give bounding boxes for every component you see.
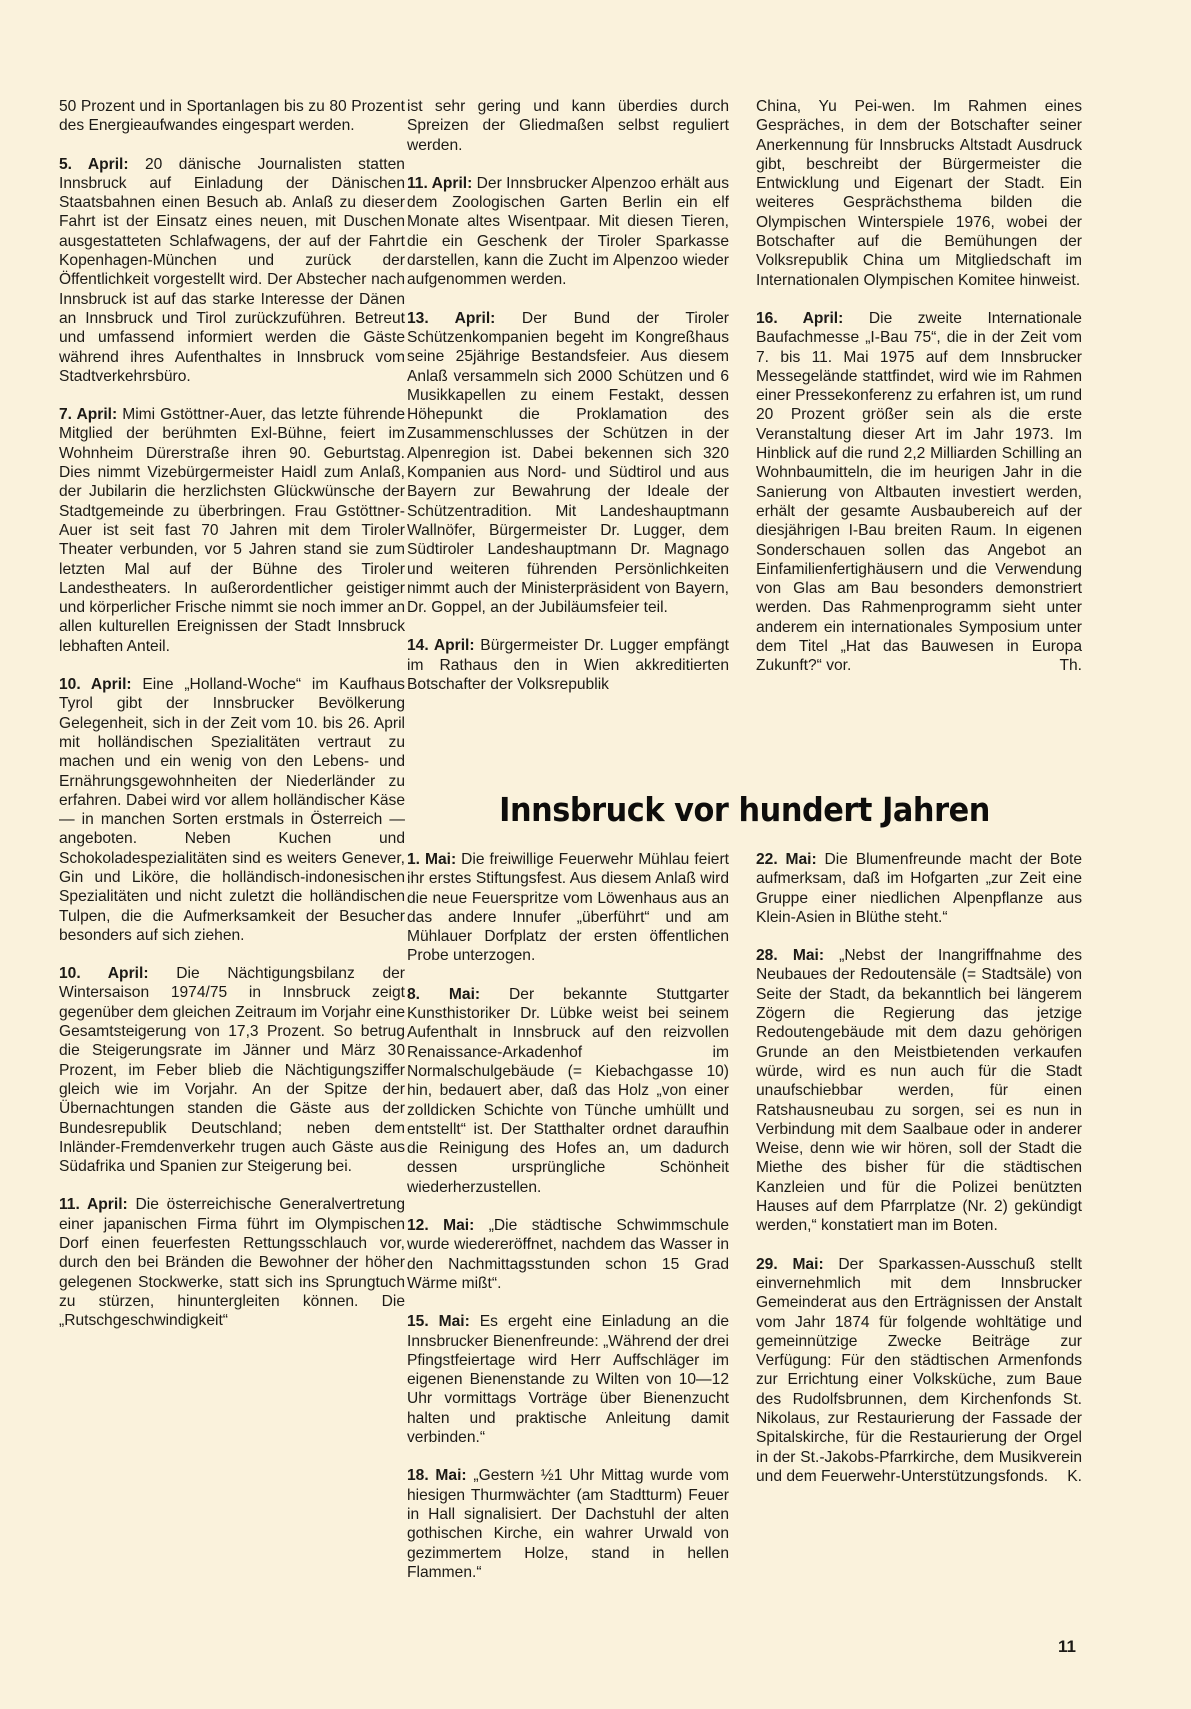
author-signature: K. (1067, 1467, 1082, 1485)
entry-date: 1. Mai: (407, 851, 457, 868)
author-signature: Th. (1059, 657, 1082, 675)
entry-date: 29. Mai: (756, 1255, 824, 1273)
news-entry (407, 1216, 729, 1293)
entry-date: 16. April: (756, 309, 844, 327)
entry-date: 10. April: (59, 676, 132, 694)
section-headline: Innsbruck vor hundert Jahren (499, 790, 990, 829)
news-entry (756, 850, 1082, 927)
entry-text: Der Innsbrucker Alpenzoo erhält aus dem Zoologischen Garten Berlin ein elf Monate altes Wisentpaar. Mit diesen Tieren, die ein Geschenk der Tiroler Sparkasse darstellen, kann die Zucht im Alpenzoo wieder aufgenommen werden. (407, 174, 729, 289)
entry-text: „Nebst der Inangriffnahme des Neubaues der Redoutensäle (= Stadtsäle) von Seite der Stadt, da bekanntlich bei längerem Zögern die Regierung das jetzige Redoutengebäude mit dem dazu gehörigen Grunde an den Meistbietenden verkaufen würde, wird es nun auch für die Stadt unaufschiebbar werden, für einen Ratshausneubau zu sorgen, sei es nun in Verbindung mit dem Saalbaue oder in anderer Weise, denn wie wir hören, soll der Stadt die Miethe des bisher für die städtischen Kanzleien und für die Polizei benützten Hauses auf dem Pfarrplatze (Nr. 2) gekündigt werden,“ konstatiert man im Boten. (756, 947, 1082, 1235)
entry-text: Die zweite Internationale Baufachmesse „I-Bau 75“, die in der Zeit vom 7. bis 11. Mai 1975 auf dem Innsbrucker Messegelände stattfindet, wird wie im Rahmen einer Pressekonferenz zu erfahren ist, um rund 20 Prozent größer sein als die erste Veranstaltung dieser Art im Jahr 1973. Im Hinblick auf die rund 2,2 Milliarden Schilling an Wohnbaumitteln, die im heurigen Jahr in die Sanierung von Altbauten investiert werden, erhält der gesamte Ausbaubereich auf der diesjährigen I-Bau breiten Raum. In eigenen Sonderschauen sollen das Angebot an Einfamilienfertighäusern und die Verwendung von Glas am Bau besonders demonstriert werden. Das Rahmenprogramm sieht unter anderem ein internationales Symposium unter dem Titel „Hat das Bauwesen in Europa Zukunft?“ vor. (756, 309, 1082, 675)
news-entry (756, 97, 1082, 290)
news-entry (756, 1255, 1082, 1487)
news-entry (59, 155, 405, 387)
news-entry (59, 675, 405, 945)
news-entry (407, 309, 729, 618)
entry-text: China, Yu Pei-wen. Im Rahmen eines Gespräches, in dem der Botschafter seiner Anerkennung für Innsbrucks Altstadt Ausdruck gibt, beschreibt der Bürgermeister die Entwicklung und Eigenart der Stadt. Ein weiteres Gesprächsthema bilden die Olympischen Winterspiele 1976, wobei der Botschafter auf die Bemühungen der Volksrepublik China um Mitgliedschaft im Internationalen Olympischen Komitee hinweist. (756, 98, 1082, 289)
entry-date: 8. Mai: (407, 985, 481, 1003)
entry-text: „Die städtische Schwimmschule wurde wiedereröffnet, nachdem das Wasser in den Nachmittagsstunden schon 15 Grad Wärme mißt“. (407, 1217, 730, 1292)
entry-text: Die Blumenfreunde macht der Bote aufmerksam, daß im Hofgarten „zur Zeit eine Gruppe einer niedlichen Alpenpflanze aus Klein-Asien in Blüthe steht.“ (756, 851, 1082, 926)
entry-date: 7. April: (59, 406, 118, 424)
news-entry (59, 405, 405, 656)
news-entry (407, 636, 729, 694)
column-2 (407, 97, 729, 694)
column-5 (756, 850, 1082, 1486)
entry-text: Der Sparkassen-Ausschuß stellt einvernehmlich mit dem Innsbrucker Gemeinderat aus den Erträgnissen der Anstalt vom Jahr 1874 für folgende wohltätige und gemeinnützige Zwecke Beiträge zur Verfügung: Für den städtischen Armenfonds zur Errichtung einer Volksküche, zum Baue des Rudolfsbrunnen, dem Kirchenfonds St. Nikolaus, zur Restaurierung der Fassade der Spitalskirche, für die Restaurierung der Orgel in der St.-Jakobs-Pfarrkirche, dem Musikverein und dem Feuerwehr-Unterstützungsfonds. (756, 1255, 1083, 1485)
entry-date: 22. Mai: (756, 851, 817, 868)
entry-date: 12. Mai: (407, 1217, 475, 1235)
entry-date: 10. April: (59, 965, 149, 983)
news-entry (407, 1312, 729, 1447)
entry-text: Eine „Holland-Woche“ im Kaufhaus Tyrol gibt der Innsbrucker Bevölkerung Gelegenheit, sich in der Zeit vom 10. bis 26. April mit holländischen Spezialitäten vertraut zu machen und ein wenig von den Lebens- und Ernährungsgewohnheiten der Niederländer zu erfahren. Dabei wird vor allem holländischer Käse — in manchen Sorten erstmals in Österreich — angeboten. Neben Kuchen und Schokoladespezialitäten sind es weiters Genever, Gin und Liköre, die holländisch-indonesischen Spezialitäten und nicht zuletzt die holländischen Tulpen, die die Aufmerksamkeit der Besucher besonders auf sich ziehen. (59, 676, 405, 944)
entry-date: 13. April: (407, 309, 496, 327)
news-entry (407, 985, 729, 1197)
news-entry (756, 309, 1082, 676)
column-3 (756, 97, 1082, 676)
entry-text: 20 dänische Journalisten statten Innsbruck auf Einladung der Dänischen Staatsbahnen einen Besuch ab. Anlaß zu dieser Fahrt ist der Einsatz eines neuen, mit Duschen ausgestatteten Schlafwagens, der auf der Fahrt Kopenhagen-München und zurück der Öffentlichkeit vorgestellt wird. Der Abstecher nach Innsbruck ist auf das starke Interesse der Dänen an Innsbruck und Tirol zurückzuführen. Betreut und umfassend informiert werden die Gäste während ihres Aufenthaltes in Innsbruck vom Stadtverkehrsbüro. (59, 155, 405, 385)
entry-text: Der Bund der Tiroler Schützenkompanien begeht im Kongreßhaus seine 25jährige Bestandsfeier. Aus diesem Anlaß versammeln sich 2000 Schützen und 6 Musikkapellen zu einem Festakt, dessen Höhepunkt die Proklamation des Zusammenschlusses der Schützen in der Alpenregion ist. Dabei bekennen sich 320 Kompanien aus Nord- und Südtirol und aus Bayern zur Bewahrung der Ideale der Schützentradition. Mit Landeshauptmann Wallnöfer, Bürgermeister Dr. Lugger, dem Südtiroler Landeshauptmann Dr. Magnago und weiteren führenden Persönlichkeiten nimmt auch der Ministerpräsident von Bayern, Dr. Goppel, an der Jubiläumsfeier teil. (407, 309, 729, 617)
entry-date: 11. April: (59, 1196, 128, 1214)
entry-text: 50 Prozent und in Sportanlagen bis zu 80 Prozent des Energieaufwandes eingespart werden. (59, 98, 405, 135)
entry-date: 18. Mai: (407, 1467, 467, 1485)
column-1 (59, 97, 405, 1331)
entry-date: 14. April: (407, 637, 475, 655)
column-4 (407, 850, 729, 1582)
news-entry (756, 946, 1082, 1235)
entry-date: 15. Mai: (407, 1313, 470, 1331)
news-entry (59, 1195, 405, 1330)
entry-text: Bürgermeister Dr. Lugger empfängt im Rathaus den in Wien akkreditierten Botschafter der Volksrepublik (407, 637, 729, 694)
news-entry (407, 97, 729, 155)
entry-text: „Gestern ½1 Uhr Mittag wurde vom hiesigen Thurmwächter (am Stadtturm) Feuer in Hall signalisiert. Der Dachstuhl der alten gothischen Kirche, ein wahrer Urwald von gezimmertem Holze, stand in hellen Flammen.“ (407, 1467, 729, 1581)
entry-text: Die Nächtigungsbilanz der Wintersaison 1974/75 in Innsbruck zeigt gegenüber dem gleichen Zeitraum im Vorjahr eine Gesamtsteigerung von 17,3 Prozent. So betrug die Steigerungsrate im Jänner und März 30 Prozent, im Feber blieb die Nächtigungsziffer gleich wie im Vorjahr. An der Spitze der Übernachtungen standen die Gäste aus der Bundesrepublik Deutschland; neben dem Inländer-Fremdenverkehr trugen auch Gäste aus Südafrika und Spanien zur Steigerung bei. (59, 965, 405, 1176)
entry-text: ist sehr gering und kann überdies durch Spreizen der Gliedmaßen selbst reguliert werden. (407, 98, 729, 154)
entry-text: Der bekannte Stuttgarter Kunsthistoriker Dr. Lübke weist bei seinem Aufenthalt in Innsbruck auf den reizvollen Renaissance-Arkadenhof im Normalschulgebäude (= Kiebachgasse 10) hin, bedauert aber, daß das Holz „von einer zolldicken Schichte von Tünche umhüllt und entstellt“ ist. Der Statthalter ordnet daraufhin die Reinigung des Hofes an, um dadurch dessen ursprüngliche Schönheit wiederherzustellen. (407, 985, 729, 1196)
entry-text: Mimi Gstöttner-Auer, das letzte führende Mitglied der berühmten Exl-Bühne, feiert im Wohnheim Dürerstraße ihren 90. Geburtstag. Dies nimmt Vizebürgermeister Haidl zum Anlaß, der Jubilarin die herzlichsten Glückwünsche der Stadtgemeinde zu überbringen. Frau Gstöttner-Auer ist seit fast 70 Jahren mit dem Tiroler Theater verbunden, vor 5 Jahren stand sie zum letzten Mal auf der Bühne des Tiroler Landestheaters. In außerordentlicher geistiger und körperlicher Frische nimmt sie noch immer an allen kulturellen Ereignissen der Stadt Innsbruck lebhaften Anteil. (59, 406, 405, 655)
news-entry (407, 174, 729, 290)
entry-date: 5. April: (59, 155, 129, 173)
news-entry (59, 964, 405, 1176)
page-number: 11 (1058, 1637, 1076, 1656)
news-entry (407, 1466, 729, 1582)
entry-date: 11. April: (407, 174, 473, 192)
entry-text: Die freiwillige Feuerwehr Mühlau feiert ihr erstes Stiftungsfest. Aus diesem Anlaß wird die neue Feuerspritze vom Löwenhaus aus an das andere Innufer „überführt“ und am Mühlauer Dorfplatz der ersten öffentlichen Probe unterzogen. (407, 851, 729, 965)
entry-text: Die österreichische Generalvertretung einer japanischen Firma führt im Olympischen Dorf einen feuerfesten Rettungsschlauch vor, durch den bei Bränden die Bewohner der höher gelegenen Stockwerke, statt sich ins Sprungtuch zu stürzen, hinuntergleiten können. Die „Rutschgeschwindigkeit“ (59, 1196, 405, 1330)
news-entry (59, 97, 405, 136)
news-entry (407, 850, 729, 966)
entry-text: Es ergeht eine Einladung an die Innsbrucker Bienenfreunde: „Während der drei Pfingstfeiertage wird Herr Auffschläger im eigenen Bienenstande zu Wilten von 10—12 Uhr vormittags Vorträge über Bienenzucht halten und praktische Anleitung damit verbinden.“ (407, 1313, 729, 1447)
entry-date: 28. Mai: (756, 947, 825, 965)
